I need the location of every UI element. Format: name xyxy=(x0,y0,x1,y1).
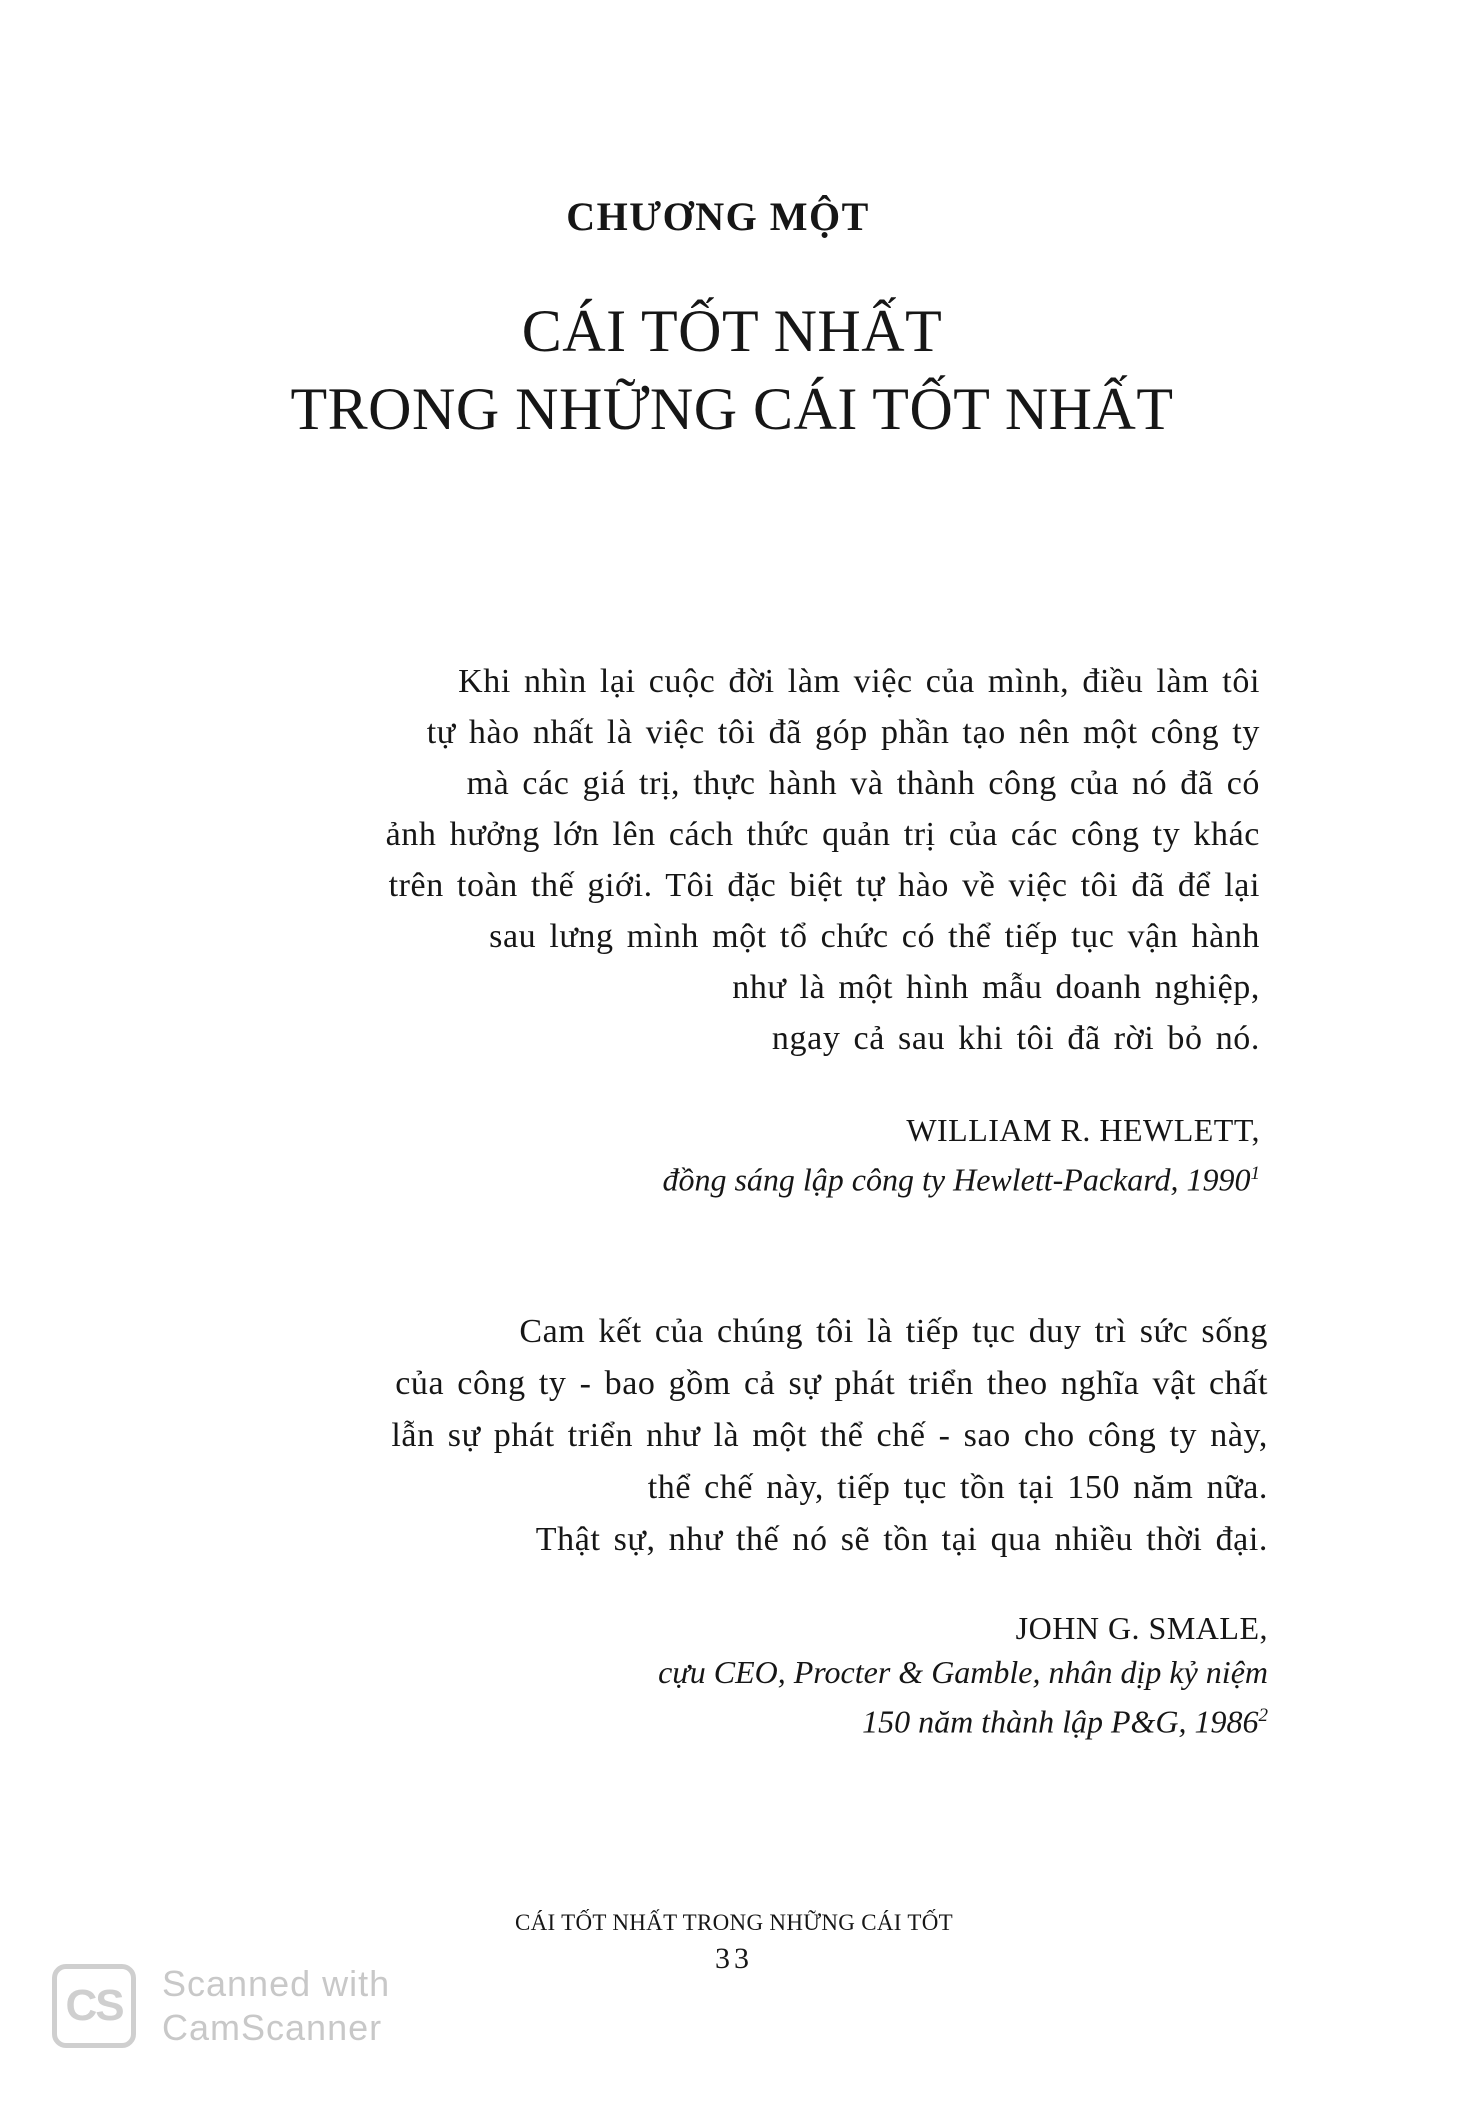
quote-line: Khi nhìn lại cuộc đời làm việc của mình, điều làm tôi xyxy=(458,663,1260,700)
quote-line: sau lưng mình một tổ chức có thể tiếp tục vận hành xyxy=(489,918,1260,955)
watermark-line: CamScanner xyxy=(162,2007,383,2048)
chapter-title-line: CÁI TỐT NHẤT xyxy=(521,298,943,364)
quote-line: tự hào nhất là việc tôi đã góp phần tạo nên một công ty xyxy=(426,714,1260,751)
camscanner-watermark xyxy=(52,1962,390,2050)
quote-attribution-hewlett xyxy=(662,1108,1260,1202)
quote-line: ngay cả sau khi tôi đã rời bỏ nó. xyxy=(771,1020,1260,1057)
running-title: CÁI TỐT NHẤT TRONG NHỮNG CÁI TỐT xyxy=(514,1910,954,1935)
quote-author-role xyxy=(658,1694,1268,1744)
quote-line: Cam kết của chúng tôi là tiếp tục duy trì sức sống xyxy=(519,1313,1268,1350)
quote-attribution-smale xyxy=(658,1606,1268,1744)
quote-line: của công ty - bao gồm cả sự phát triển theo nghĩa vật chất xyxy=(395,1365,1268,1402)
quote-line: như là một hình mẫu doanh nghiệp, xyxy=(732,969,1260,1006)
role-text: đồng sáng lập công ty Hewlett-Packard, 1990 xyxy=(662,1161,1251,1198)
chapter-title-line: TRONG NHỮNG CÁI TỐT NHẤT xyxy=(290,376,1174,442)
epigraph-quote-smale xyxy=(391,1306,1268,1566)
camscanner-logo-text: CS xyxy=(65,1981,123,2030)
quote-line: thể chế này, tiếp tục tồn tại 150 năm nữa. xyxy=(647,1469,1268,1506)
quote-line: Thật sự, như thế nó sẽ tồn tại qua nhiều thời đại. xyxy=(535,1521,1268,1558)
chapter-title xyxy=(0,292,1468,448)
quote-author: WILLIAM R. HEWLETT, xyxy=(906,1112,1260,1148)
footnote-marker: 2 xyxy=(1258,1705,1268,1726)
quote-line: lẫn sự phát triển như là một thể chế - sao cho công ty này, xyxy=(391,1417,1268,1454)
epigraph-quote-hewlett xyxy=(386,656,1260,1064)
quote-line: mà các giá trị, thực hành và thành công của nó đã có xyxy=(466,765,1260,802)
watermark-line: Scanned with xyxy=(162,1963,391,2004)
quote-author-role xyxy=(662,1152,1260,1202)
camscanner-caption xyxy=(162,1962,390,2050)
quote-author-role: cựu CEO, Procter & Gamble, nhân dịp kỷ niệm xyxy=(658,1654,1268,1690)
page-number: 33 xyxy=(715,1942,753,1975)
footnote-marker: 1 xyxy=(1250,1163,1260,1184)
quote-line: ảnh hưởng lớn lên cách thức quản trị của các công ty khác xyxy=(385,816,1260,853)
chapter-label: CHƯƠNG MỘT xyxy=(566,194,870,239)
quote-author: JOHN G. SMALE, xyxy=(1015,1610,1268,1646)
role-text: 150 năm thành lập P&G, 1986 xyxy=(862,1703,1259,1740)
camscanner-logo-icon xyxy=(52,1964,136,2048)
quote-line: trên toàn thế giới. Tôi đặc biệt tự hào về việc tôi đã để lại xyxy=(388,867,1260,904)
